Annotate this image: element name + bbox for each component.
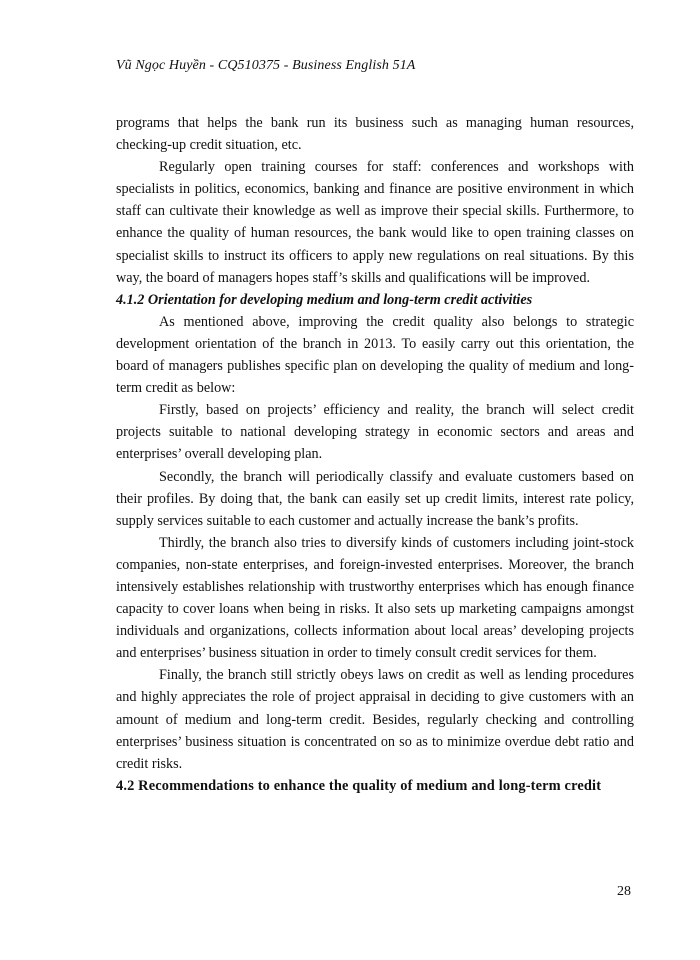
page-body [116, 112, 634, 797]
page-number: 28 [617, 884, 631, 899]
paragraph-finally: Finally, the branch still strictly obeys laws on credit as well as lending procedures and highly appreciates the role of project appraisal in deciding to give customers with an amount of medium and long-term credit. Besides, regularly checking and controlling enterprises’ business situation is concentrated on so as to minimize overdue debt ratio and credit risks. [116, 667, 634, 772]
paragraph-secondly: Secondly, the branch will periodically classify and evaluate customers based on their profiles. By doing that, the bank can easily set up credit limits, interest rate policy, supply services suitable to each customer and actually increase the bank’s profits. [116, 468, 634, 529]
paragraph-mentioned: As mentioned above, improving the credit quality also belongs to strategic development orientation of the branch in 2013. To easily carry out this orientation, the board of managers publishes specific plan on developing the quality of medium and long-term credit as below: [116, 313, 634, 397]
paragraph-thirdly: Thirdly, the branch also tries to diversify kinds of customers including joint-stock companies, non-state enterprises, and foreign-invested enterprises. Moreover, the branch intensively establishes relationship with trustworthy enterprises which has enough finance capacity to cover loans when being in risks. It also sets up marketing campaigns amongst individuals and organizations, collects information about local areas’ developing projects and enterprises’ business situation in order to timely consult credit services for them. [116, 534, 634, 662]
section-heading-4-2: 4.2 Recommendations to enhance the quality of medium and long-term credit [116, 777, 602, 794]
paragraph-firstly: Firstly, based on projects’ efficiency and reality, the branch will select credit projects suitable to national developing strategy in economic sectors and areas and enterprises’ overall developing plan. [116, 402, 634, 463]
page-header: Vũ Ngọc Huyền - CQ510375 - Business English 51A [116, 58, 416, 73]
section-heading-4-1-2: 4.1.2 Orientation for developing medium and long-term credit activities [116, 291, 533, 308]
paragraph-training: Regularly open training courses for staff: conferences and workshops with specialists in politics, economics, banking and finance are positive environment in which staff can cultivate their knowledge as well as improve their special skills. Furthermore, to enhance the quality of human resources, the bank would like to open training classes on specialist skills to instruct its officers to apply new regulations on real situations. By this way, the board of managers hopes staff’s skills and qualifications will be improved. [116, 159, 634, 286]
paragraph-continued: programs that helps the bank run its business such as managing human resources, checking-up credit situation, etc. [116, 115, 634, 154]
